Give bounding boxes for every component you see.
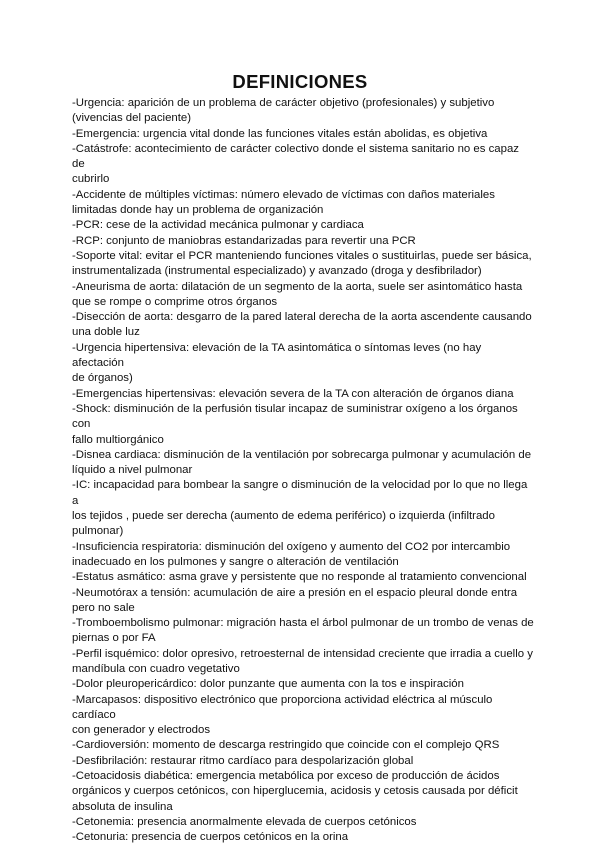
definition-item: -Soporte vital: evitar el PCR manteniendo funciones vitales o sustituirlas, puede ser básica, instrumentalizada (instrumental especializado) y avanzado (droga y desfibrilador) [72, 249, 532, 278]
definition-item: -PCR: cese de la actividad mecánica pulmonar y cardiaca [72, 219, 364, 232]
definition-item: -Dolor pleuropericárdico: dolor punzante que aumenta con la tos e inspiración [72, 678, 464, 691]
page-title: DEFINICIONES [232, 71, 368, 92]
definitions-list [72, 96, 534, 846]
definition-item: -Urgencia hipertensiva: elevación de la TA asintomática o síntomas leves (no hay afectación de órganos) [72, 341, 482, 385]
definition-item: -Urgencia: aparición de un problema de carácter objetivo (profesionales) y subjetivo (vivencias del paciente) [72, 97, 495, 125]
definition-item: -Disnea cardiaca: disminución de la ventilación por sobrecarga pulmonar y acumulación de líquido a nivel pulmonar [72, 448, 532, 477]
definition-item: -Desfibrilación: restaurar ritmo cardíaco para despolarización global [72, 754, 414, 767]
definition-item: -Estatus asmático: asma grave y persistente que no responde al tratamiento convencional [72, 571, 527, 584]
definition-item: -Tromboembolismo pulmonar: migración hasta el árbol pulmonar de un trombo de venas de piernas o por FA [72, 617, 534, 645]
definition-item: -Insuficiencia respiratoria: disminución del oxígeno y aumento del CO2 por intercambio inadecuado en los pulmones y sangre o alteración de ventilación [72, 540, 511, 568]
definition-item: -Disección de aorta: desgarro de la pared lateral derecha de la aorta ascendente causando una doble luz [72, 311, 532, 339]
definition-item: -Cetonemia: presencia anormalmente elevada de cuerpos cetónicos [72, 815, 417, 828]
definition-item: -Shock: disminución de la perfusión tisular incapaz de suministrar oxígeno a los órganos con fallo multiorgánico [72, 402, 518, 446]
definition-item: -Cetonuria: presencia de cuerpos cetónicos en la orina [72, 831, 349, 844]
definition-item: -Neumotórax a tensión: acumulación de aire a presión en el espacio pleural donde entra pero no sale [72, 586, 518, 614]
definition-item: -Marcapasos: dispositivo electrónico que proporciona actividad eléctrica al músculo cardíaco con generador y electrodos [72, 693, 493, 737]
definition-item: -Perfil isquémico: dolor opresivo, retroesternal de intensidad creciente que irradia a cuello y mandíbula con cuadro vegetativo [72, 647, 533, 675]
definition-item: -IC: incapacidad para bombear la sangre o disminución de la velocidad por lo que no llega a los tejidos , puede ser derecha (aumento de edema periférico) o izquierda (infiltrado pulmonar) [72, 479, 528, 538]
definition-item: -Emergencia: urgencia vital donde las funciones vitales están abolidas, es objetiva [72, 127, 488, 140]
definition-item: -Accidente de múltiples víctimas: número elevado de víctimas con daños materiales limitadas donde hay un problema de organización [72, 188, 495, 217]
definition-item: -Emergencias hipertensivas: elevación severa de la TA con alteración de órganos diana [72, 387, 514, 400]
definition-item: -RCP: conjunto de maniobras estandarizadas para revertir una PCR [72, 234, 416, 247]
definition-item: -Aneurisma de aorta: dilatación de un segmento de la aorta, suele ser asintomático hasta que se rompe o comprime otros órganos [72, 280, 523, 308]
definition-item: -Catástrofe: acontecimiento de carácter colectivo donde el sistema sanitario no es capaz de cubrirlo [72, 142, 519, 186]
definition-item: -Cetoacidosis diabética: emergencia metabólica por exceso de producción de ácidos orgánicos y cuerpos cetónicos, con hiperglucemia, acidosis y cetosis causada por déficit absoluta de insulina [72, 770, 518, 813]
definition-item: -Cardioversión: momento de descarga restringido que coincide con el complejo QRS [72, 739, 500, 752]
